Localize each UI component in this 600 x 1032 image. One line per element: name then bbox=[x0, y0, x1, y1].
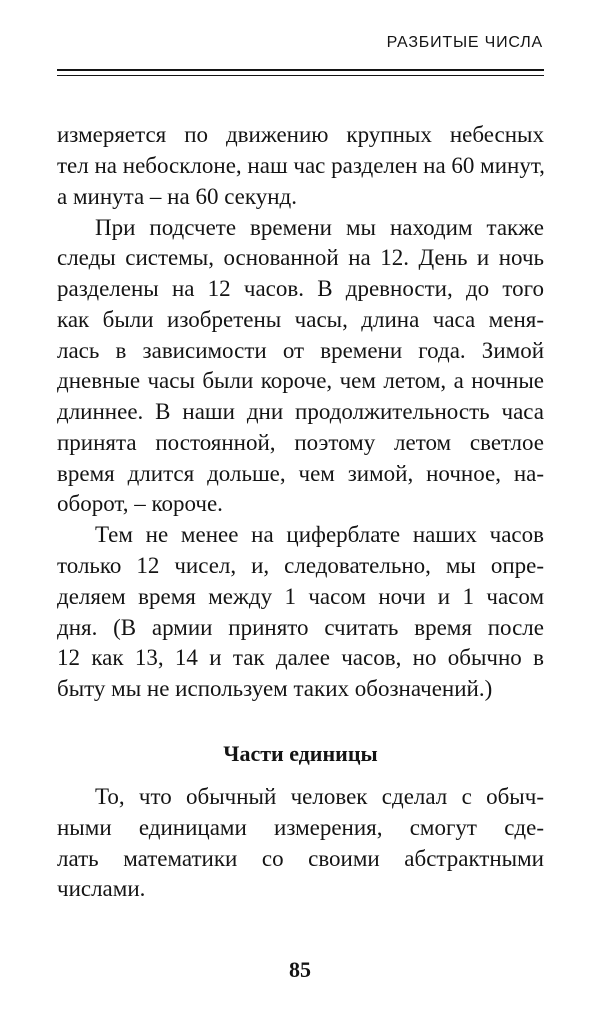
text-line: лась в зависимости от времени года. Зимой bbox=[57, 338, 544, 363]
text-line: разделены на 12 часов. В древности, до того bbox=[57, 276, 544, 301]
section-heading: Части единицы bbox=[223, 741, 378, 766]
page-number: 85 bbox=[289, 957, 311, 982]
text-line: оборот, – короче. bbox=[57, 491, 223, 516]
text-line: При подсчете времени мы находим также bbox=[95, 215, 544, 240]
text-line: как были изобретены часы, длина часа меня- bbox=[57, 307, 544, 332]
text-line: Тем не менее на циферблате наших часов bbox=[95, 522, 544, 547]
text-line: принята постоянной, поэтому летом светлое bbox=[57, 430, 544, 455]
text-line: следы системы, основанной на 12. День и ночь bbox=[57, 245, 544, 270]
text-line: а минута – на 60 секунд. bbox=[57, 184, 297, 209]
text-line: деляем время между 1 часом ночи и 1 часом bbox=[57, 584, 544, 609]
text-line: быту мы не используем таких обозначений.) bbox=[57, 676, 493, 701]
text-line: дневные часы были короче, чем летом, а ночные bbox=[57, 368, 544, 393]
text-line: 12 как 13, 14 и так далее часов, но обычно в bbox=[57, 645, 544, 670]
text-line: тел на небосклоне, наш час разделен на 60 минут, bbox=[57, 153, 545, 178]
text-line: только 12 чисел, и, следовательно, мы опре- bbox=[57, 553, 544, 578]
header-rule-thick bbox=[57, 69, 544, 71]
text-line: лать математики со своими абстрактными bbox=[57, 846, 544, 871]
text-line: измеряется по движению крупных небесных bbox=[57, 122, 544, 147]
text-line: время длится дольше, чем зимой, ночное, на- bbox=[57, 461, 544, 486]
text-line: числами. bbox=[57, 876, 146, 901]
text-line: ными единицами измерения, смогут сде- bbox=[57, 815, 544, 840]
running-head: РАЗБИТЫЕ ЧИСЛА bbox=[386, 34, 543, 51]
header-rule-thin bbox=[57, 75, 544, 76]
text-line: длиннее. В наши дни продолжительность часа bbox=[57, 399, 544, 424]
text-line: То, что обычный человек сделал с обыч- bbox=[95, 784, 544, 809]
text-line: дня. (В армии принято считать время после bbox=[57, 615, 544, 640]
